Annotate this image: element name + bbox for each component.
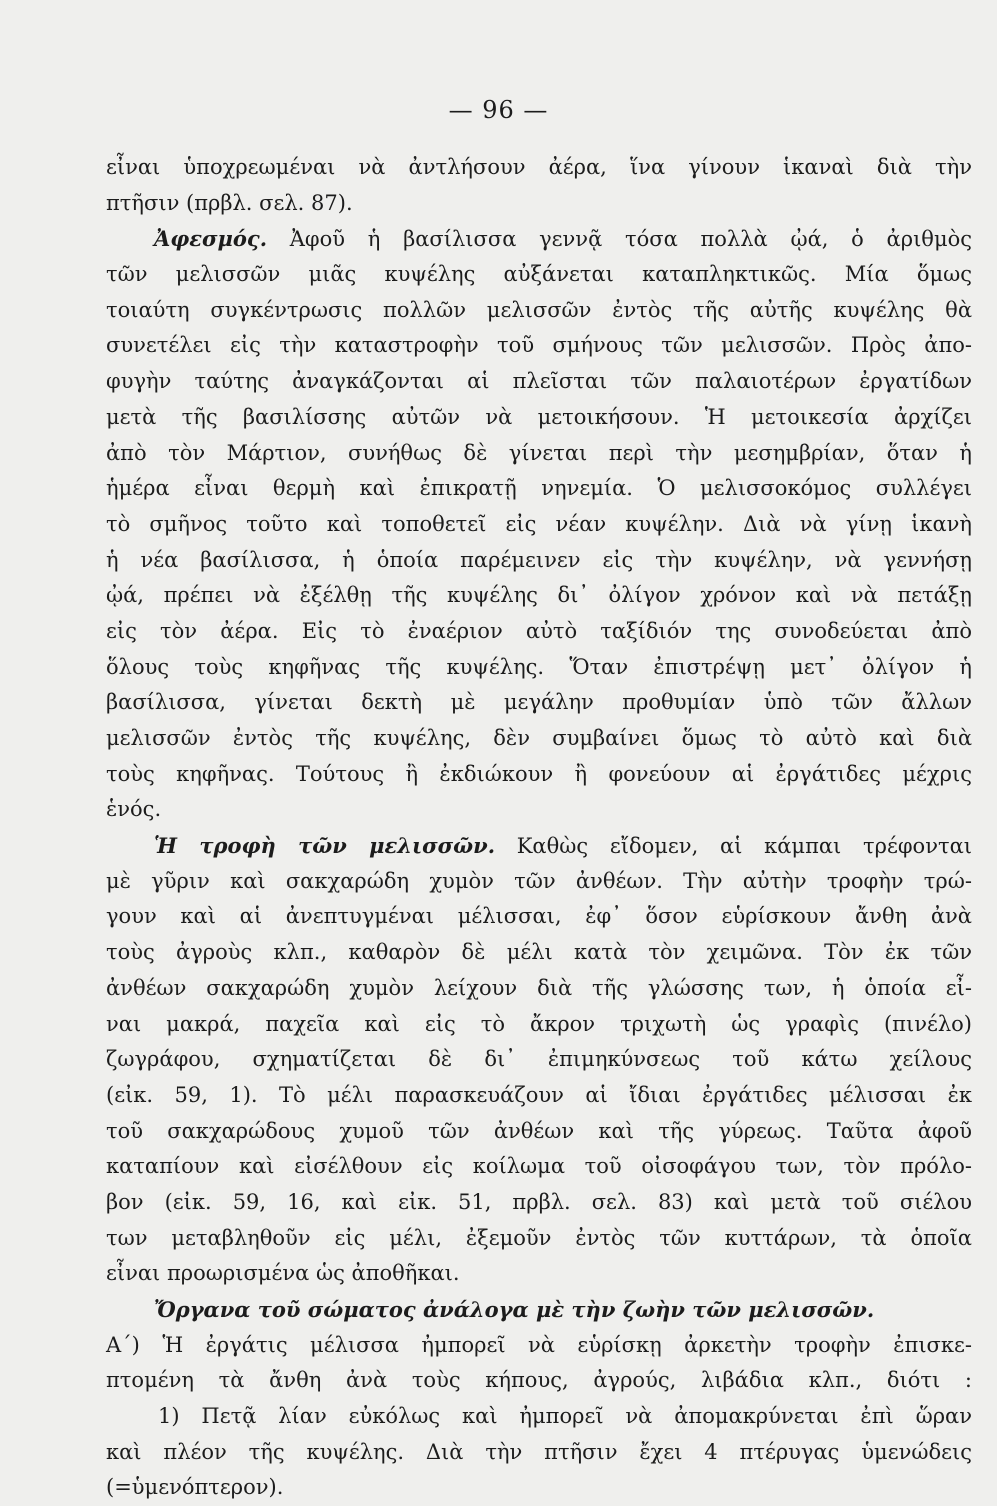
line-text: τοῦ σακχαρώδους χυμοῦ τῶν ἀνθέων καὶ τῆς γύρεως. Ταῦτα ἀφοῦ bbox=[106, 1118, 972, 1143]
text-line bbox=[106, 364, 972, 400]
text-line bbox=[106, 257, 972, 293]
text-line bbox=[106, 650, 972, 686]
text-line bbox=[106, 1221, 972, 1257]
line-text: (εἰκ. 59, 1). Τὸ μέλι παρασκευάζουν αἱ ἴδιαι ἐργάτιδες μέλισσαι ἐκ bbox=[106, 1082, 972, 1107]
line-text: συνετέλει εἰς τὴν καταστροφὴν τοῦ σμήνους τῶν μελισσῶν. Πρὸς ἀπο- bbox=[106, 333, 972, 358]
text-line bbox=[106, 757, 972, 793]
section-heading: Ἡ τροφὴ τῶν μελισσῶν. bbox=[154, 833, 496, 859]
line-text: μελισσῶν ἐντὸς τῆς κυψέλης, δὲν συμβαίνει ὅμως τὸ αὐτὸ καὶ διὰ bbox=[106, 726, 972, 750]
text-line bbox=[106, 328, 972, 364]
line-text: 1) Πετᾷ λίαν εὐκόλως καὶ ἠμπορεῖ νὰ ἀπομακρύνεται ἐπὶ ὥραν bbox=[158, 1404, 972, 1429]
text-line bbox=[106, 1256, 972, 1292]
text-line bbox=[106, 1292, 972, 1328]
line-text: ἀπὸ τὸν Μάρτιον, συνήθως δὲ γίνεται περὶ τὴν μεσημβρίαν, ὅταν ἡ bbox=[106, 440, 972, 465]
text-line bbox=[106, 221, 972, 257]
text-line bbox=[106, 1435, 972, 1471]
line-text: καταπίουν καὶ εἰσέλθουν εἰς κοίλωμα τοῦ οἰσοφάγου των, τὸν πρόλο- bbox=[106, 1154, 972, 1179]
page-number: — 96 — bbox=[448, 96, 549, 124]
text-line bbox=[106, 685, 972, 721]
line-text: βασίλισσα, γίνεται δεκτὴ μὲ μεγάλην προθυμίαν ὑπὸ τῶν ἄλλων bbox=[106, 690, 972, 715]
text-line bbox=[106, 971, 972, 1007]
text-line bbox=[106, 864, 972, 900]
text-line bbox=[106, 1042, 972, 1078]
line-text: ἀνθέων σακχαρώδη χυμὸν λείχουν διὰ τῆς γλώσσης των, ἡ ὁποία εἶ- bbox=[106, 975, 972, 1000]
line-text: τῶν μελισσῶν μιᾶς κυψέλης αὐξάνεται καταπληκτικῶς. Μία ὅμως bbox=[106, 262, 972, 287]
line-text: των μεταβληθοῦν εἰς μέλι, ἐξεμοῦν ἐντὸς τῶν κυττάρων, τὰ ὁποῖα bbox=[106, 1225, 972, 1250]
text-line bbox=[106, 721, 972, 757]
text-line bbox=[106, 1185, 972, 1221]
text-line bbox=[106, 471, 972, 507]
line-text: ζωγράφου, σχηματίζεται δὲ δι᾽ ἐπιμηκύνσεως τοῦ κάτω χείλους bbox=[106, 1047, 972, 1072]
text-line bbox=[106, 1470, 972, 1506]
text-line bbox=[106, 614, 972, 650]
text-line bbox=[106, 293, 972, 329]
line-text: φυγὴν ταύτης ἀναγκάζονται αἱ πλεῖσται τῶν παλαιοτέρων ἐργατίδων bbox=[106, 369, 972, 394]
text-line bbox=[106, 935, 972, 971]
text-line bbox=[106, 150, 972, 186]
section-heading: Ἀφεσμός. bbox=[154, 226, 268, 252]
line-text: εἰς τὸν ἀέρα. Εἰς τὸ ἐναέριον αὐτὸ ταξίδιόν της συνοδεύεται ἀπὸ bbox=[106, 618, 972, 643]
line-text: γουν καὶ αἱ ἀνεπτυγμέναι μέλισσαι, ἐφ᾽ ὅσον εὑρίσκουν ἄνθη ἀνὰ bbox=[106, 904, 972, 929]
line-text: Α΄) Ἡ ἐργάτις μέλισσα ἠμπορεῖ νὰ εὑρίσκῃ ἀρκετὴν τροφὴν ἐπισκε- bbox=[106, 1332, 972, 1357]
line-text: Καθὼς εἴδομεν, αἱ κάμπαι τρέφονται bbox=[495, 834, 972, 859]
text-line bbox=[106, 1114, 972, 1150]
line-text: πτομένη τὰ ἄνθη ἀνὰ τοὺς κήπους, ἀγρούς, λιβάδια κλπ., διότι : bbox=[106, 1368, 972, 1393]
text-line bbox=[106, 899, 972, 935]
line-text: ἡ νέα βασίλισσα, ἡ ὁποία παρέμεινεν εἰς τὴν κυψέλην, νὰ γεννήσῃ bbox=[106, 547, 972, 572]
text-line bbox=[106, 1399, 972, 1435]
line-text: (=ὑμενόπτερον). bbox=[106, 1475, 284, 1500]
line-text: ἡμέρα εἶναι θερμὴ καὶ ἐπικρατῇ νηνεμία. Ὁ μελισσοκόμος συλλέγει bbox=[106, 476, 972, 501]
text-line bbox=[106, 578, 972, 614]
text-line bbox=[106, 828, 972, 864]
line-text: ναι μακρά, παχεῖα καὶ εἰς τὸ ἄκρον τριχωτὴ ὡς γραφὶς (πινέλο) bbox=[106, 1011, 972, 1036]
line-text: τοὺς κηφῆνας. Τούτους ἢ ἐκδιώκουν ἢ φονεύουν αἱ ἐργάτιδες μέχρις bbox=[106, 761, 972, 786]
text-line bbox=[106, 436, 972, 472]
text-line bbox=[106, 186, 972, 222]
text-line bbox=[106, 1363, 972, 1399]
text-line bbox=[106, 1149, 972, 1185]
line-text: ἑνός. bbox=[106, 797, 162, 822]
text-line bbox=[106, 1078, 972, 1114]
line-text: καὶ πλέον τῆς κυψέλης. Διὰ τὴν πτῆσιν ἔχει 4 πτέρυγας ὑμενώδεις bbox=[106, 1439, 972, 1464]
line-text: τοὺς ἀγροὺς κλπ., καθαρὸν δὲ μέλι κατὰ τὸν χειμῶνα. Τὸν ἐκ τῶν bbox=[106, 940, 972, 965]
section-heading: Ὄργανα τοῦ σώματος ἀνάλογα μὲ τὴν ζωὴν τῶν μελισσῶν. bbox=[154, 1297, 875, 1322]
line-text: τὸ σμῆνος τοῦτο καὶ τοποθετεῖ εἰς νέαν κυψέλην. Διὰ νὰ γίνῃ ἱκανὴ bbox=[106, 511, 972, 536]
line-text: βον (εἰκ. 59, 16, καὶ εἰκ. 51, πρβλ. σελ. 83) καὶ μετὰ τοῦ σιέλου bbox=[106, 1189, 972, 1214]
line-text: ὅλους τοὺς κηφῆνας τῆς κυψέλης. Ὅταν ἐπιστρέψῃ μετ᾽ ὀλίγον ἡ bbox=[106, 654, 972, 679]
text-line bbox=[106, 543, 972, 579]
text-line bbox=[106, 792, 972, 828]
text-line bbox=[106, 400, 972, 436]
text-line bbox=[106, 1007, 972, 1043]
line-text: μὲ γῦριν καὶ σακχαρώδη χυμὸν τῶν ἀνθέων. Τὴν αὐτὴν τροφὴν τρώ- bbox=[106, 868, 972, 893]
line-text: εἶναι προωρισμένα ὡς ἀποθῆκαι. bbox=[106, 1261, 460, 1286]
line-text: ᾠά, πρέπει νὰ ἐξέλθῃ τῆς κυψέλης δι᾽ ὀλίγον χρόνον καὶ νὰ πετάξῃ bbox=[106, 583, 972, 608]
text-line bbox=[106, 1328, 972, 1364]
text-body bbox=[106, 150, 972, 1506]
line-text: πτῆσιν (πρβλ. σελ. 87). bbox=[106, 190, 353, 215]
line-text: τοιαύτη συγκέντρωσις πολλῶν μελισσῶν ἐντὸς τῆς αὐτῆς κυψέλης θὰ bbox=[106, 297, 972, 322]
line-text: μετὰ τῆς βασιλίσσης αὐτῶν νὰ μετοικήσουν. Ἡ μετοικεσία ἀρχίζει bbox=[106, 404, 972, 429]
line-text: Ἀφοῦ ἡ βασίλισσα γεννᾷ τόσα πολλὰ ᾠά, ὁ ἀριθμὸς bbox=[267, 227, 972, 252]
text-line bbox=[106, 507, 972, 543]
line-text: εἶναι ὑποχρεωμέναι νὰ ἀντλήσουν ἀέρα, ἵνα γίνουν ἱκαναὶ διὰ τὴν bbox=[106, 155, 972, 179]
